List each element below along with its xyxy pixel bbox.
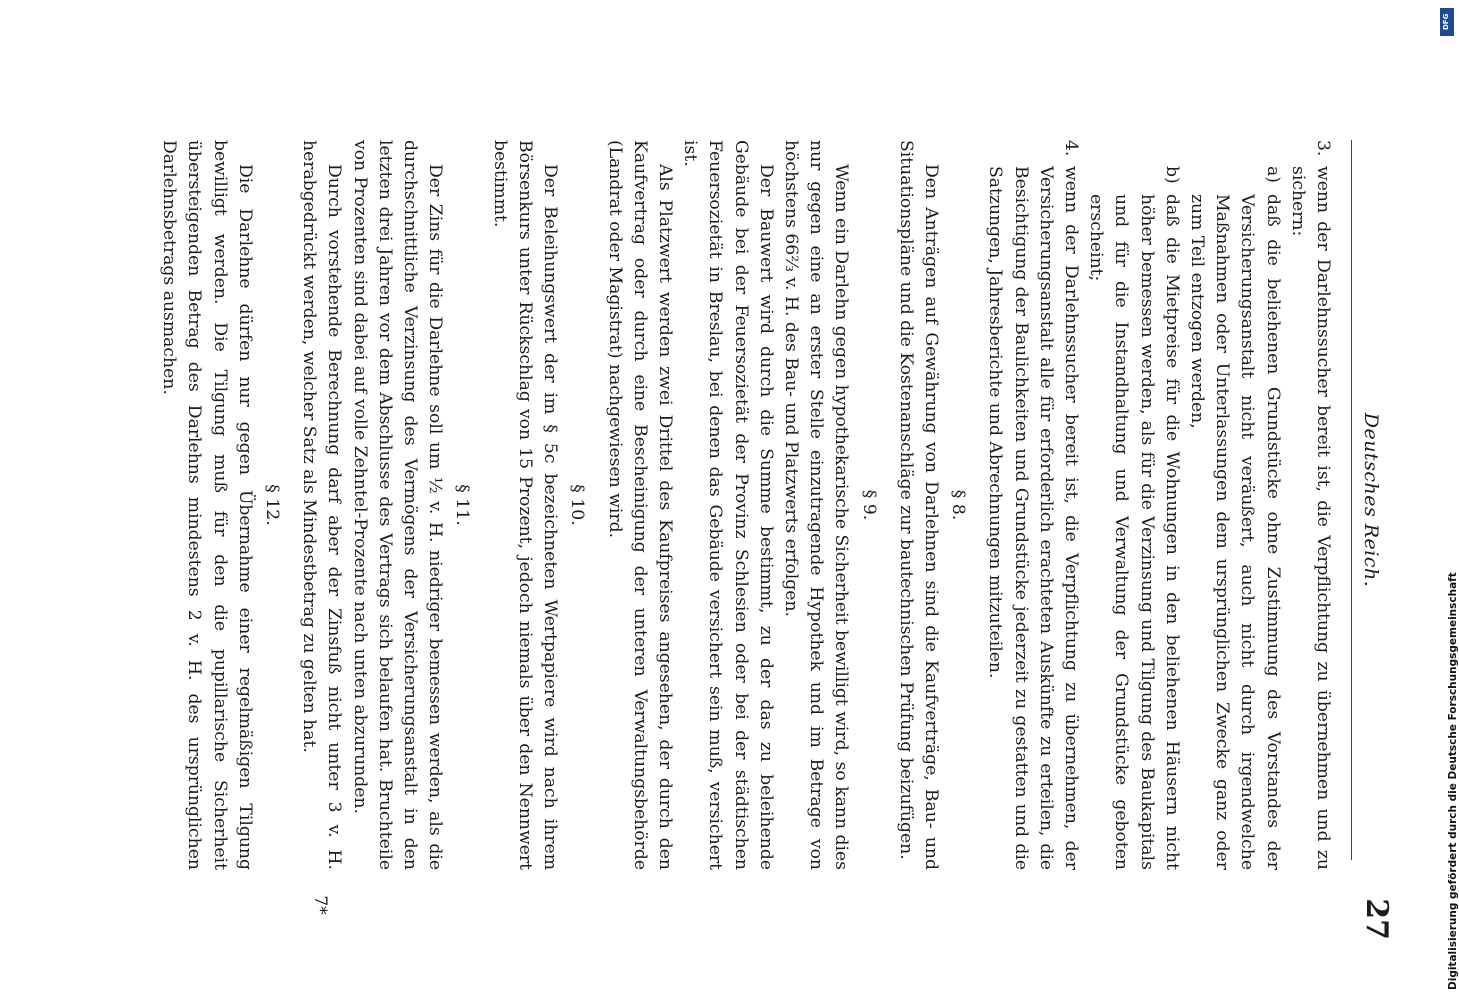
sub-item-label: b) [1161,166,1182,184]
section-12-paragraph: Die Darlehne dürfen nur gegen Übernahme einer regelmäßigen Tilgung bewilligt werden. Die Tilgung muß für den die pupillarische Sicherheit übersteigenden Betrag des Darlehns mindestens 2 v. H. des ursprünglichen Darlehnsbetrags ausmachen. [159,140,255,870]
digitization-notice: Digitalisierung gefördert durch die Deutsche Forschungsgemeinschaft [1447,572,1459,990]
sub-item-a [1184,140,1285,870]
section-heading-12: § 12. [262,484,283,526]
section-heading-11: § 11. [452,484,473,526]
list-item-4 [982,140,1083,870]
section-9-paragraph-3: Als Platzwert werden zwei Drittel des Kaufpreises angesehen, der durch den Kaufvertrag oder durch eine Bescheinigung der unteren Verwaltungsbehörde (Landrat oder Magistrat) nachgewiesen wird. [604,140,675,870]
item-text: wenn der Darlehnssucher bereit ist, die Verpflichtung zu übernehmen und zu sichern: [1287,166,1333,870]
sub-item-text: daß die Mietpreise für die Wohnungen in den beliehenen Häusern nicht höher bemessen werden, als für die Verzinsung und Tilgung des Baukapitals und für die Instandhaltung und Verwaltung der Grundstücke geboten erscheint; [1086,194,1182,870]
running-title: Deutsches Reich. [1360,412,1382,588]
list-item-3 [1285,140,1335,870]
section-heading-9: § 9. [858,489,879,521]
section-heading-10: § 10. [567,484,588,526]
dfg-logo-text: DFG [1442,13,1450,30]
running-head [1340,60,1400,940]
sub-item-b [1083,140,1184,870]
dfg-logo [1440,8,1454,36]
section-11-paragraph-1: Der Zins für die Darlehne soll um ½ v. H. niedriger bemessen werden, als die durchschnittliche Verzinsung des Vermögens der Versicherungsanstalt in den letzten drei Jahren vor dem Abschlusse des Vertrags sich belaufen hat. Bruchteile von Prozenten sind dabei auf volle Zehntel-Prozente nach unten abzurunden. [349,140,446,870]
item-number: 4. [1060,140,1081,157]
section-11-paragraph-2: Durch vorstehende Berechnung darf aber der Zinsfuß nicht unter 3 v. H. herabgedrückt werden, welcher Satz als Mindestbetrag zu gelten hat. [299,140,345,870]
signature-mark: 7* [310,895,330,915]
item-text: wenn der Darlehnssucher bereit ist, die Verpflichtung zu übernehmen, der Versicherungsanstalt alle für erforderlich erachteten Auskünfte zu erteilen, die Besichtigung der Baulichkeiten und Grundstücke jederzeit zu gestatten und die Satzungen, Jahresberichte und Abrechnungen mitzuteilen. [985,166,1081,870]
item-number: 3. [1313,140,1333,157]
header-rule [1351,140,1352,860]
section-9-paragraph-2: Der Bauwert wird durch die Summe bestimmt, zu der das zu beleihende Gebäude bei der Feuersozietät der Provinz Schlesien oder bei der städtischen Feuersozietät in Breslau, bei denen das Gebäude versichert sein muß, versichert ist. [680,140,776,870]
section-10-paragraph: Der Beleihungswert der im § 5c bezeichneten Wertpapiere wird nach ihrem Börsenkurs unter Rückschlag von 15 Prozent, jedoch niemals über den Nennwert bestimmt. [489,140,561,870]
sub-item-label: a) [1262,166,1283,183]
page-number: 27 [1359,898,1394,940]
document-body [156,140,1335,870]
sub-item-text: daß die beliehenen Grundstücke ohne Zustimmung des Vorstandes der Versicherungsanstalt nicht veräußert, auch nicht durch irgendwelche Maßnahmen oder Unterlassungen dem ursprünglichen Zwecke ganz oder zum Teil entzogen werden, [1186,194,1283,870]
section-9-paragraph-1: Wenn ein Darlehn gegen hypothekarische Sicherheit bewilligt wird, so kann dies nur gegen eine an erster Stelle einzutragende Hypothek und im Betrage von höchstens 66⅔ v. H. des Bau- und Platzwerts erfolgen. [780,140,852,870]
section-8-paragraph: Den Anträgen auf Gewährung von Darlehnen sind die Kaufverträge, Bau- und Situationspläne und die Kostenanschläge zur bautechnischen Prüfung beizufügen. [895,140,941,870]
section-heading-8: § 8. [948,489,969,521]
